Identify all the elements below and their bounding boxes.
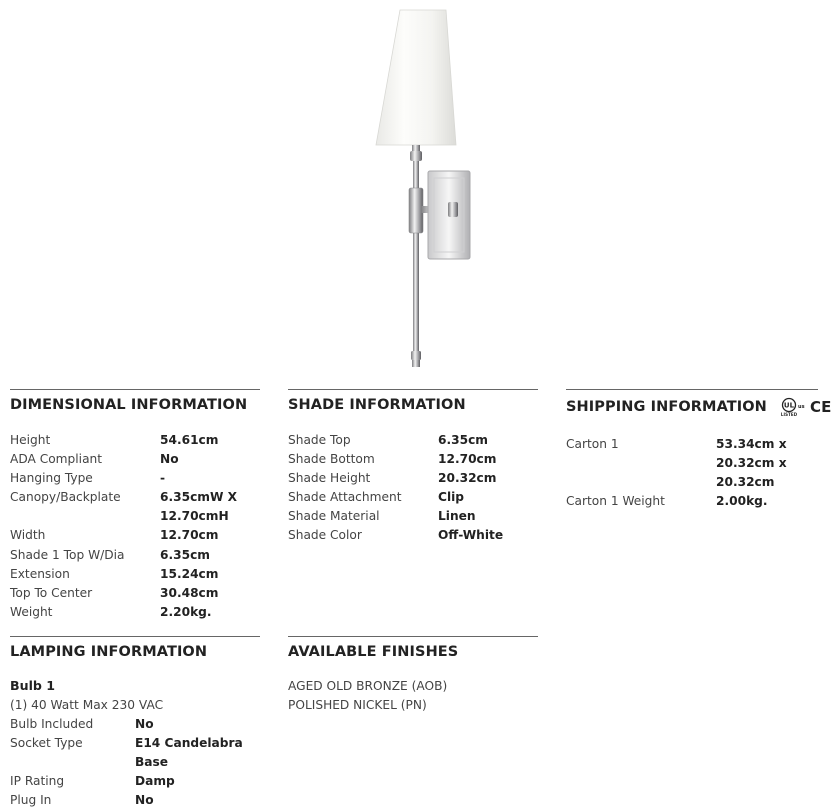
shade-section	[288, 389, 538, 546]
row-label: IP Rating	[10, 774, 65, 789]
divider	[566, 389, 818, 390]
info-row	[10, 584, 260, 603]
info-row	[288, 431, 538, 450]
row-label: Carton 1 Weight	[566, 494, 665, 509]
row-label: Shade Bottom	[288, 452, 375, 467]
info-row	[288, 469, 538, 488]
lamping-section	[10, 636, 260, 811]
divider	[288, 389, 538, 390]
row-value: No	[135, 717, 154, 732]
row-label: Socket Type	[10, 736, 83, 751]
divider	[10, 389, 260, 390]
finishes-list	[288, 677, 538, 715]
info-row	[10, 546, 260, 565]
listed-mark: LISTED	[780, 412, 798, 417]
row-label: Shade Attachment	[288, 490, 402, 505]
shipping-section	[566, 389, 832, 511]
row-value: 30.48cm	[160, 585, 219, 600]
shipping-heading	[566, 397, 832, 417]
row-label: Weight	[10, 604, 53, 619]
row-value: 54.61cm	[160, 433, 219, 447]
lamping-title: LAMPING INFORMATION	[10, 644, 208, 660]
ce-mark: CE	[810, 398, 832, 416]
row-value: 6.35cm	[438, 433, 488, 447]
shade-title: SHADE INFORMATION	[288, 397, 466, 413]
dimensional-rows	[10, 431, 260, 622]
info-row	[10, 526, 260, 545]
wall-sconce-image	[360, 8, 480, 373]
row-value: 12.70cm	[160, 528, 219, 543]
row-value: No	[160, 452, 179, 467]
finishes-section	[288, 636, 538, 715]
info-row	[10, 603, 260, 622]
info-row	[10, 791, 260, 810]
svg-text:us: us	[798, 404, 805, 410]
row-label: Carton 1	[566, 437, 619, 451]
dimensional-section	[10, 389, 260, 622]
row-label: Shade Height	[288, 471, 371, 486]
row-label: Bulb Included	[10, 717, 94, 732]
row-value: Damp	[135, 774, 175, 789]
row-value: 6.35cmW X 12.70cmH	[160, 490, 238, 524]
row-label: Shade Top	[288, 433, 351, 447]
row-label: Plug In	[10, 793, 52, 808]
divider	[10, 636, 260, 637]
row-label: Shade Material	[288, 509, 380, 524]
row-label: Shade Color	[288, 528, 362, 543]
row-value: No	[135, 793, 154, 808]
shipping-title: SHIPPING INFORMATION	[566, 399, 767, 415]
row-label: Canopy/Backplate	[10, 490, 121, 505]
row-label: Extension	[10, 566, 70, 581]
dimensional-title: DIMENSIONAL INFORMATION	[10, 397, 248, 413]
info-row	[10, 715, 260, 734]
finish-item: POLISHED NICKEL (PN)	[288, 698, 427, 713]
info-row	[288, 488, 538, 507]
lamping-rows	[10, 715, 260, 810]
info-row	[288, 526, 538, 545]
row-value: -	[160, 471, 166, 486]
row-value: 2.20kg.	[160, 604, 212, 619]
row-value: 2.00kg.	[716, 494, 768, 509]
ul-mark: UL	[783, 401, 795, 410]
row-value: E14 Candelabra Base	[135, 736, 243, 770]
info-row	[288, 507, 538, 526]
finishes-title: AVAILABLE FINISHES	[288, 644, 459, 660]
info-row	[10, 734, 260, 772]
lamp-shade	[376, 10, 456, 145]
row-value: 15.24cm	[160, 566, 219, 581]
row-value: 12.70cm	[438, 452, 497, 467]
row-value: 6.35cm	[160, 547, 210, 562]
row-value: Off-White	[438, 528, 504, 543]
row-label: Width	[10, 528, 46, 543]
shade-rows	[288, 431, 538, 546]
info-row	[566, 435, 818, 492]
row-value: 20.32cm	[438, 471, 497, 486]
row-value: 53.34cm x 20.32cm x 20.32cm	[716, 437, 787, 490]
bulb-description: (1) 40 Watt Max 230 VAC	[10, 698, 164, 712]
row-label: ADA Compliant	[10, 452, 103, 467]
info-row	[10, 772, 260, 791]
info-row	[10, 431, 260, 450]
info-row	[10, 565, 260, 584]
info-row	[10, 469, 260, 488]
info-row	[288, 450, 538, 469]
info-row	[10, 488, 260, 526]
finish-item: AGED OLD BRONZE (AOB)	[288, 679, 448, 693]
divider	[288, 636, 538, 637]
row-label: Top To Center	[10, 585, 93, 600]
ul-ce-certification-icon	[780, 397, 832, 417]
row-value: Linen	[438, 509, 476, 524]
info-row	[566, 492, 818, 511]
row-label: Shade 1 Top W/Dia	[10, 547, 125, 562]
row-value: Clip	[438, 490, 465, 505]
row-label: Hanging Type	[10, 471, 93, 486]
row-label: Height	[10, 433, 51, 447]
shipping-rows	[566, 435, 818, 511]
bulb-title: Bulb 1	[10, 678, 56, 693]
info-row	[10, 450, 260, 469]
